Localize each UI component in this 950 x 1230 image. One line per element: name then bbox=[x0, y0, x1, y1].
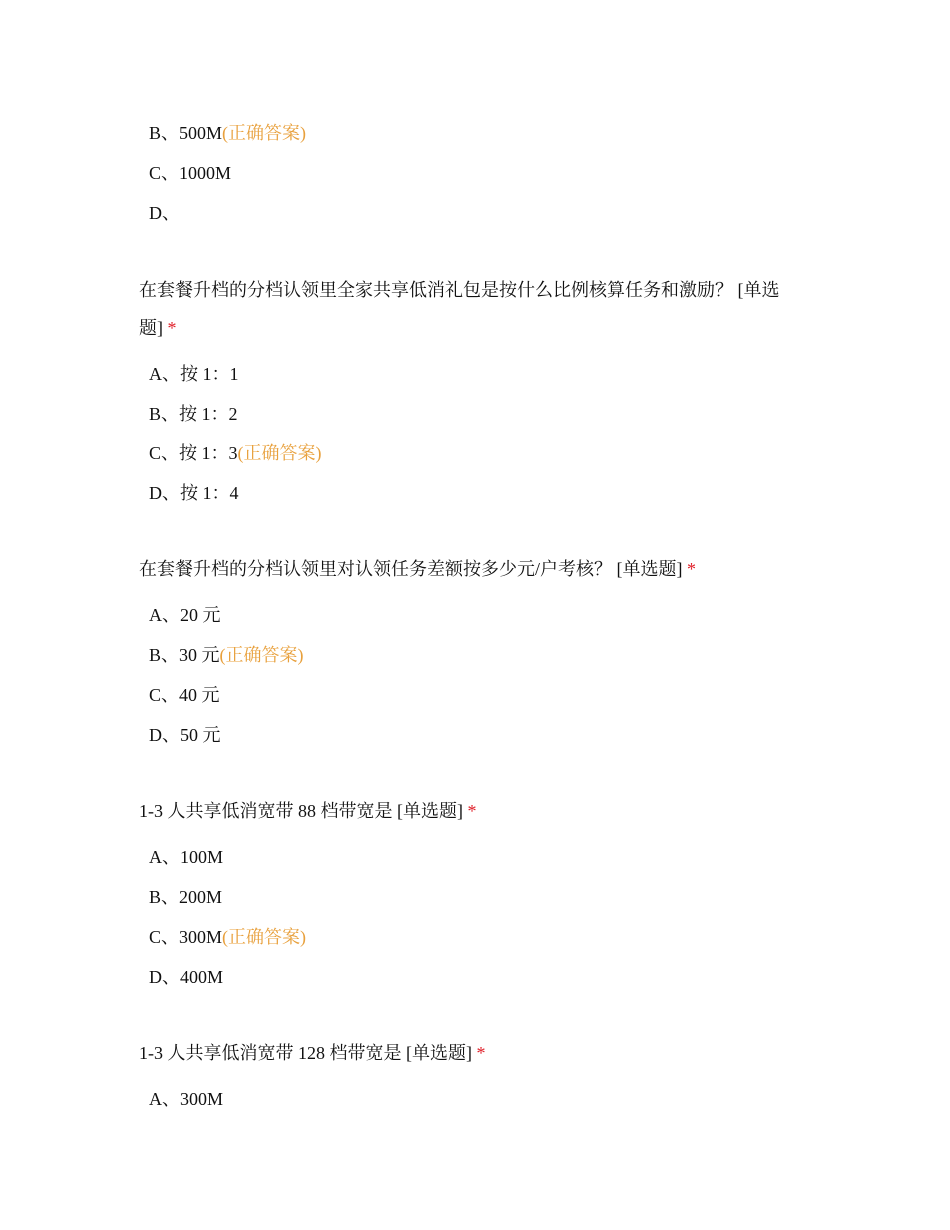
question-text-line1: 在套餐升档的分档认领里全家共享低消礼包是按什么比例核算任务和激励？ [单选 bbox=[139, 280, 780, 300]
option-a bbox=[149, 362, 239, 386]
option-label: D、400M bbox=[149, 967, 224, 987]
required-star: * bbox=[687, 559, 696, 579]
option-c bbox=[149, 441, 322, 465]
required-star: * bbox=[476, 1043, 486, 1063]
option-label: C、按 1：3 bbox=[149, 443, 238, 463]
option-label: C、1000M bbox=[149, 163, 232, 183]
option-c bbox=[149, 925, 306, 949]
option-label: B、200M bbox=[149, 887, 223, 907]
correct-answer-mark: (正确答案) bbox=[237, 443, 322, 463]
option-label: C、40 元 bbox=[149, 685, 220, 705]
option-b bbox=[149, 121, 306, 145]
option-label: A、100M bbox=[149, 847, 224, 867]
option-a bbox=[149, 603, 221, 627]
option-a bbox=[149, 1087, 223, 1111]
question-title bbox=[139, 557, 696, 581]
correct-answer-mark: (正确答案) bbox=[222, 927, 307, 947]
question-text: 1-3 人共享低消宽带 88 档带宽是 [单选题] bbox=[139, 801, 463, 821]
question-text: 在套餐升档的分档认领里对认领任务差额按多少元/户考核？ [单选题] bbox=[139, 559, 683, 579]
option-label: D、按 1：4 bbox=[149, 483, 239, 503]
option-label: C、300M bbox=[149, 927, 223, 947]
option-label: B、30 元 bbox=[149, 645, 220, 665]
question-title-cont bbox=[139, 316, 177, 340]
required-star: * bbox=[467, 801, 477, 821]
question-title bbox=[139, 278, 780, 302]
question-text: 1-3 人共享低消宽带 128 档带宽是 [单选题] bbox=[139, 1043, 472, 1063]
option-label: A、按 1：1 bbox=[149, 364, 239, 384]
option-label: B、500M bbox=[149, 123, 223, 143]
option-b bbox=[149, 885, 222, 909]
option-a bbox=[149, 845, 223, 869]
option-d bbox=[149, 965, 223, 989]
correct-answer-mark: (正确答案) bbox=[222, 123, 307, 143]
option-label: D、 bbox=[149, 203, 180, 223]
question-text-line2: 题] bbox=[139, 318, 163, 338]
option-c bbox=[149, 161, 231, 185]
option-label: A、20 元 bbox=[149, 605, 221, 625]
option-d bbox=[149, 481, 239, 505]
option-b bbox=[149, 643, 304, 667]
option-c bbox=[149, 683, 220, 707]
option-label: A、300M bbox=[149, 1089, 224, 1109]
question-title bbox=[139, 799, 476, 823]
correct-answer-mark: (正确答案) bbox=[219, 645, 304, 665]
option-d bbox=[149, 201, 180, 225]
required-star: * bbox=[167, 318, 177, 338]
option-d bbox=[149, 723, 221, 747]
option-b bbox=[149, 402, 238, 426]
option-label: B、按 1：2 bbox=[149, 404, 238, 424]
option-label: D、50 元 bbox=[149, 725, 221, 745]
question-title bbox=[139, 1041, 485, 1065]
